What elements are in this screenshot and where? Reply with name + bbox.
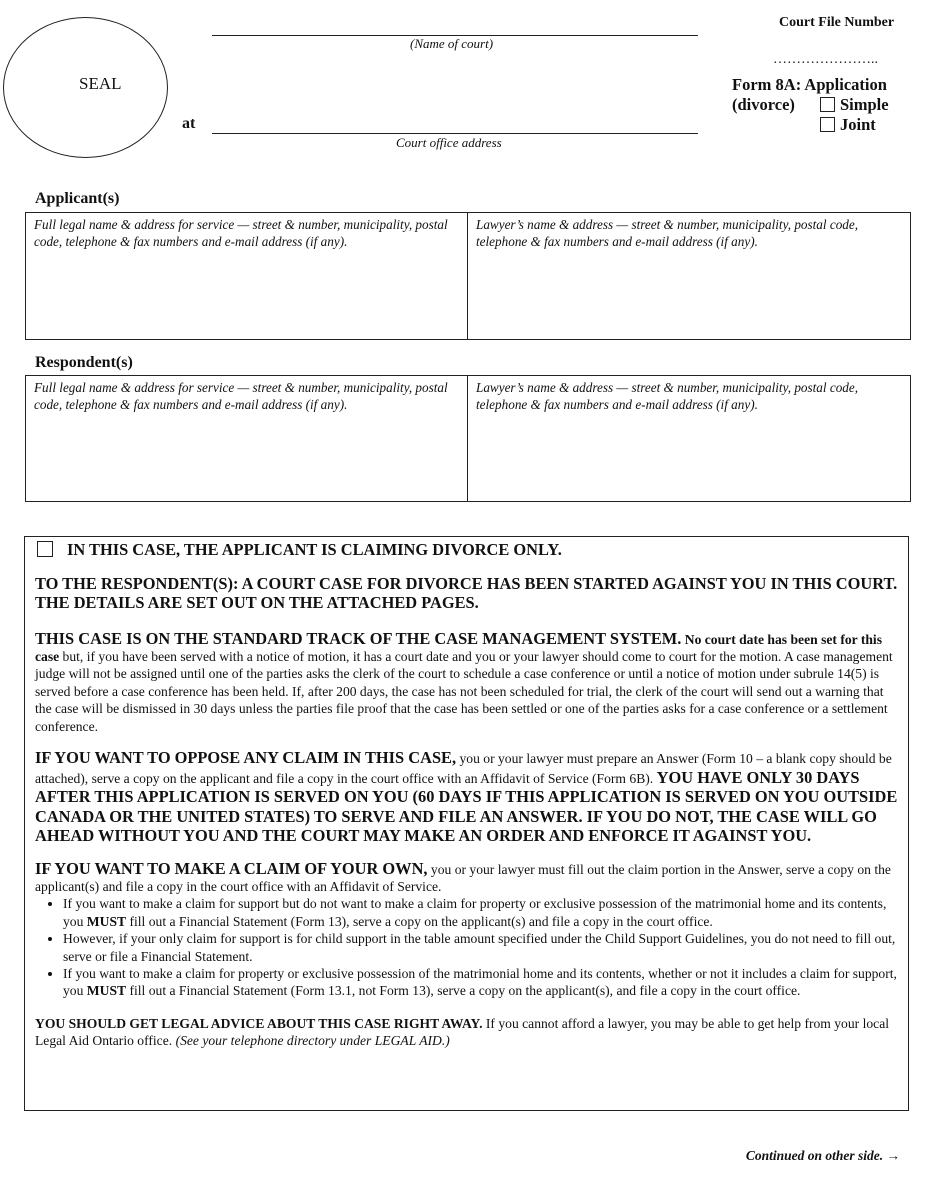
applicant-lawyer-caption: Lawyer’s name & address — street & number, municipality, postal code, telephone & fax numbers and e-mail address (if any).: [476, 217, 859, 249]
applicants-box: [25, 212, 911, 340]
bullet2-text: However, if your only claim for support is for child support in the table amount specified under the Child Support Guidelines, you do not need to fill out, serve or file a Financial Statement.: [63, 931, 896, 964]
option-joint[interactable]: [820, 115, 876, 135]
option-simple[interactable]: [820, 95, 889, 115]
advice-italic: (See your telephone directory under LEGAL AID.): [175, 1033, 450, 1049]
list-item: [63, 930, 898, 965]
respondents-heading: Respondent(s): [35, 354, 133, 371]
applicant-details-caption: Full legal name & address for service — street & number, municipality, postal code, telephone & fax numbers and e-mail address (if any).: [34, 217, 448, 249]
claim-bullets: [35, 895, 898, 999]
bullet3-must: MUST: [86, 983, 127, 999]
divorce-only-checkbox[interactable]: [37, 541, 53, 557]
divorce-only-option[interactable]: [37, 540, 898, 560]
oppose-heading: IF YOU WANT TO OPPOSE ANY CLAIM IN THIS CASE,: [35, 748, 457, 768]
court-address-line[interactable]: [212, 133, 698, 134]
respondent-lawyer-caption: Lawyer’s name & address — street & number, municipality, postal code, telephone & fax numbers and e-mail address (if any).: [476, 380, 859, 412]
respondent-details-caption: Full legal name & address for service — street & number, municipality, postal code, telephone & fax numbers and e-mail address (if any).: [34, 380, 448, 412]
track-bold: No court date has been set for this case: [35, 631, 882, 664]
to-respondent-notice: TO THE RESPONDENT(S): A COURT CASE FOR DIVORCE HAS BEEN STARTED AGAINST YOU IN THIS COURT. THE DETAILS ARE SET OUT ON THE ATTACHED PAGES.: [35, 573, 898, 612]
bullet1-must: MUST: [86, 913, 127, 929]
oppose-text: you or your lawyer must prepare an Answer (Form 10 – a blank copy should be attached), serve a copy on the applicant and file a copy in the court office with an Affidavit of Service (Form 6B).: [35, 751, 892, 786]
respondent-lawyer-field[interactable]: [468, 376, 910, 501]
applicant-details-field[interactable]: [26, 213, 468, 339]
divorce-only-label: IN THIS CASE, THE APPLICANT IS CLAIMING DIVORCE ONLY.: [67, 540, 562, 559]
applicants-heading: Applicant(s): [35, 190, 120, 207]
list-item: [63, 965, 898, 1000]
advice-text: If you cannot afford a lawyer, you may be able to get help from your local Legal Aid Ontario office.: [35, 1015, 889, 1049]
track-text: but, if you have been served with a notice of motion, it has a court date and you or your lawyer should come to court for the motion. A case management judge will not be assigned until one of the parties asks the clerk of the court to schedule a case conference or until a notice of motion under subrule 14(5) is served before a case conference has been held. If, after 200 days, the case has not been scheduled for trial, the clerk of the court will send out a warning that the case will be dismissed in 30 days unless the parties file proof that the case has been settled or one of the parties asks for a case conference or a settlement conference.: [35, 649, 893, 734]
respondents-box: [25, 375, 911, 502]
option-joint-label: Joint: [840, 115, 876, 134]
court-name-caption: (Name of court): [410, 36, 494, 51]
at-label: at: [182, 115, 196, 132]
court-file-number-label: Court File Number: [779, 15, 895, 30]
bullet3-text-a: If you want to make a claim for property or exclusive possession of the matrimonial home and its contents, whether or not it includes a claim for support, you: [63, 966, 897, 999]
applicant-lawyer-field[interactable]: [468, 213, 910, 339]
court-file-number-field[interactable]: …………………..: [773, 52, 878, 67]
form-subtitle: (divorce): [732, 95, 795, 114]
form-title: Form 8A: Application: [732, 75, 887, 94]
seal-label: SEAL: [79, 74, 122, 93]
respondent-details-field[interactable]: [26, 376, 468, 501]
claim-heading: IF YOU WANT TO MAKE A CLAIM OF YOUR OWN,: [35, 858, 428, 878]
bullet1-text-b: fill out a Financial Statement (Form 13), serve a copy on the applicant(s) and file a copy in the court office.: [126, 913, 713, 929]
continued-note: Continued on other side. →: [745, 1148, 900, 1163]
bullet3-text-b: fill out a Financial Statement (Form 13.1, not Form 13), serve a copy on the applicant(s), and file a copy in the court office.: [126, 983, 801, 999]
advice-paragraph: [35, 1015, 898, 1050]
claim-text: you or your lawyer must fill out the claim portion in the Answer, serve a copy on the applicant(s) and file a copy in the court office with an Affidavit of Service.: [35, 861, 891, 895]
advice-heading: YOU SHOULD GET LEGAL ADVICE ABOUT THIS CASE RIGHT AWAY.: [35, 1015, 483, 1031]
bullet1-text-a: If you want to make a claim for support but do not want to make a claim for property or exclusive possession of the matrimonial home and its contents, you: [63, 896, 887, 929]
oppose-paragraph: [35, 748, 898, 846]
claim-paragraph: [35, 859, 898, 896]
option-simple-label: Simple: [840, 95, 889, 114]
oppose-warning: YOU HAVE ONLY 30 DAYS AFTER THIS APPLICATION IS SERVED ON YOU (60 DAYS IF THIS APPLICATION IS SERVED ON YOU OUTSIDE CANADA OR THE UNITED STATES) TO SERVE AND FILE AN ANSWER. IF YOU DO NOT, THE CASE WILL GO AHEAD WITHOUT YOU AND THE COURT MAY MAKE AN ORDER AND ENFORCE IT AGAINST YOU.: [35, 767, 898, 846]
court-address-caption: Court office address: [396, 135, 502, 150]
list-item: [63, 895, 898, 930]
track-heading: THIS CASE IS ON THE STANDARD TRACK OF THE CASE MANAGEMENT SYSTEM.: [35, 628, 682, 648]
notice-box: [24, 536, 909, 1111]
joint-checkbox[interactable]: [820, 117, 835, 132]
simple-checkbox[interactable]: [820, 97, 835, 112]
track-paragraph: [35, 629, 898, 736]
